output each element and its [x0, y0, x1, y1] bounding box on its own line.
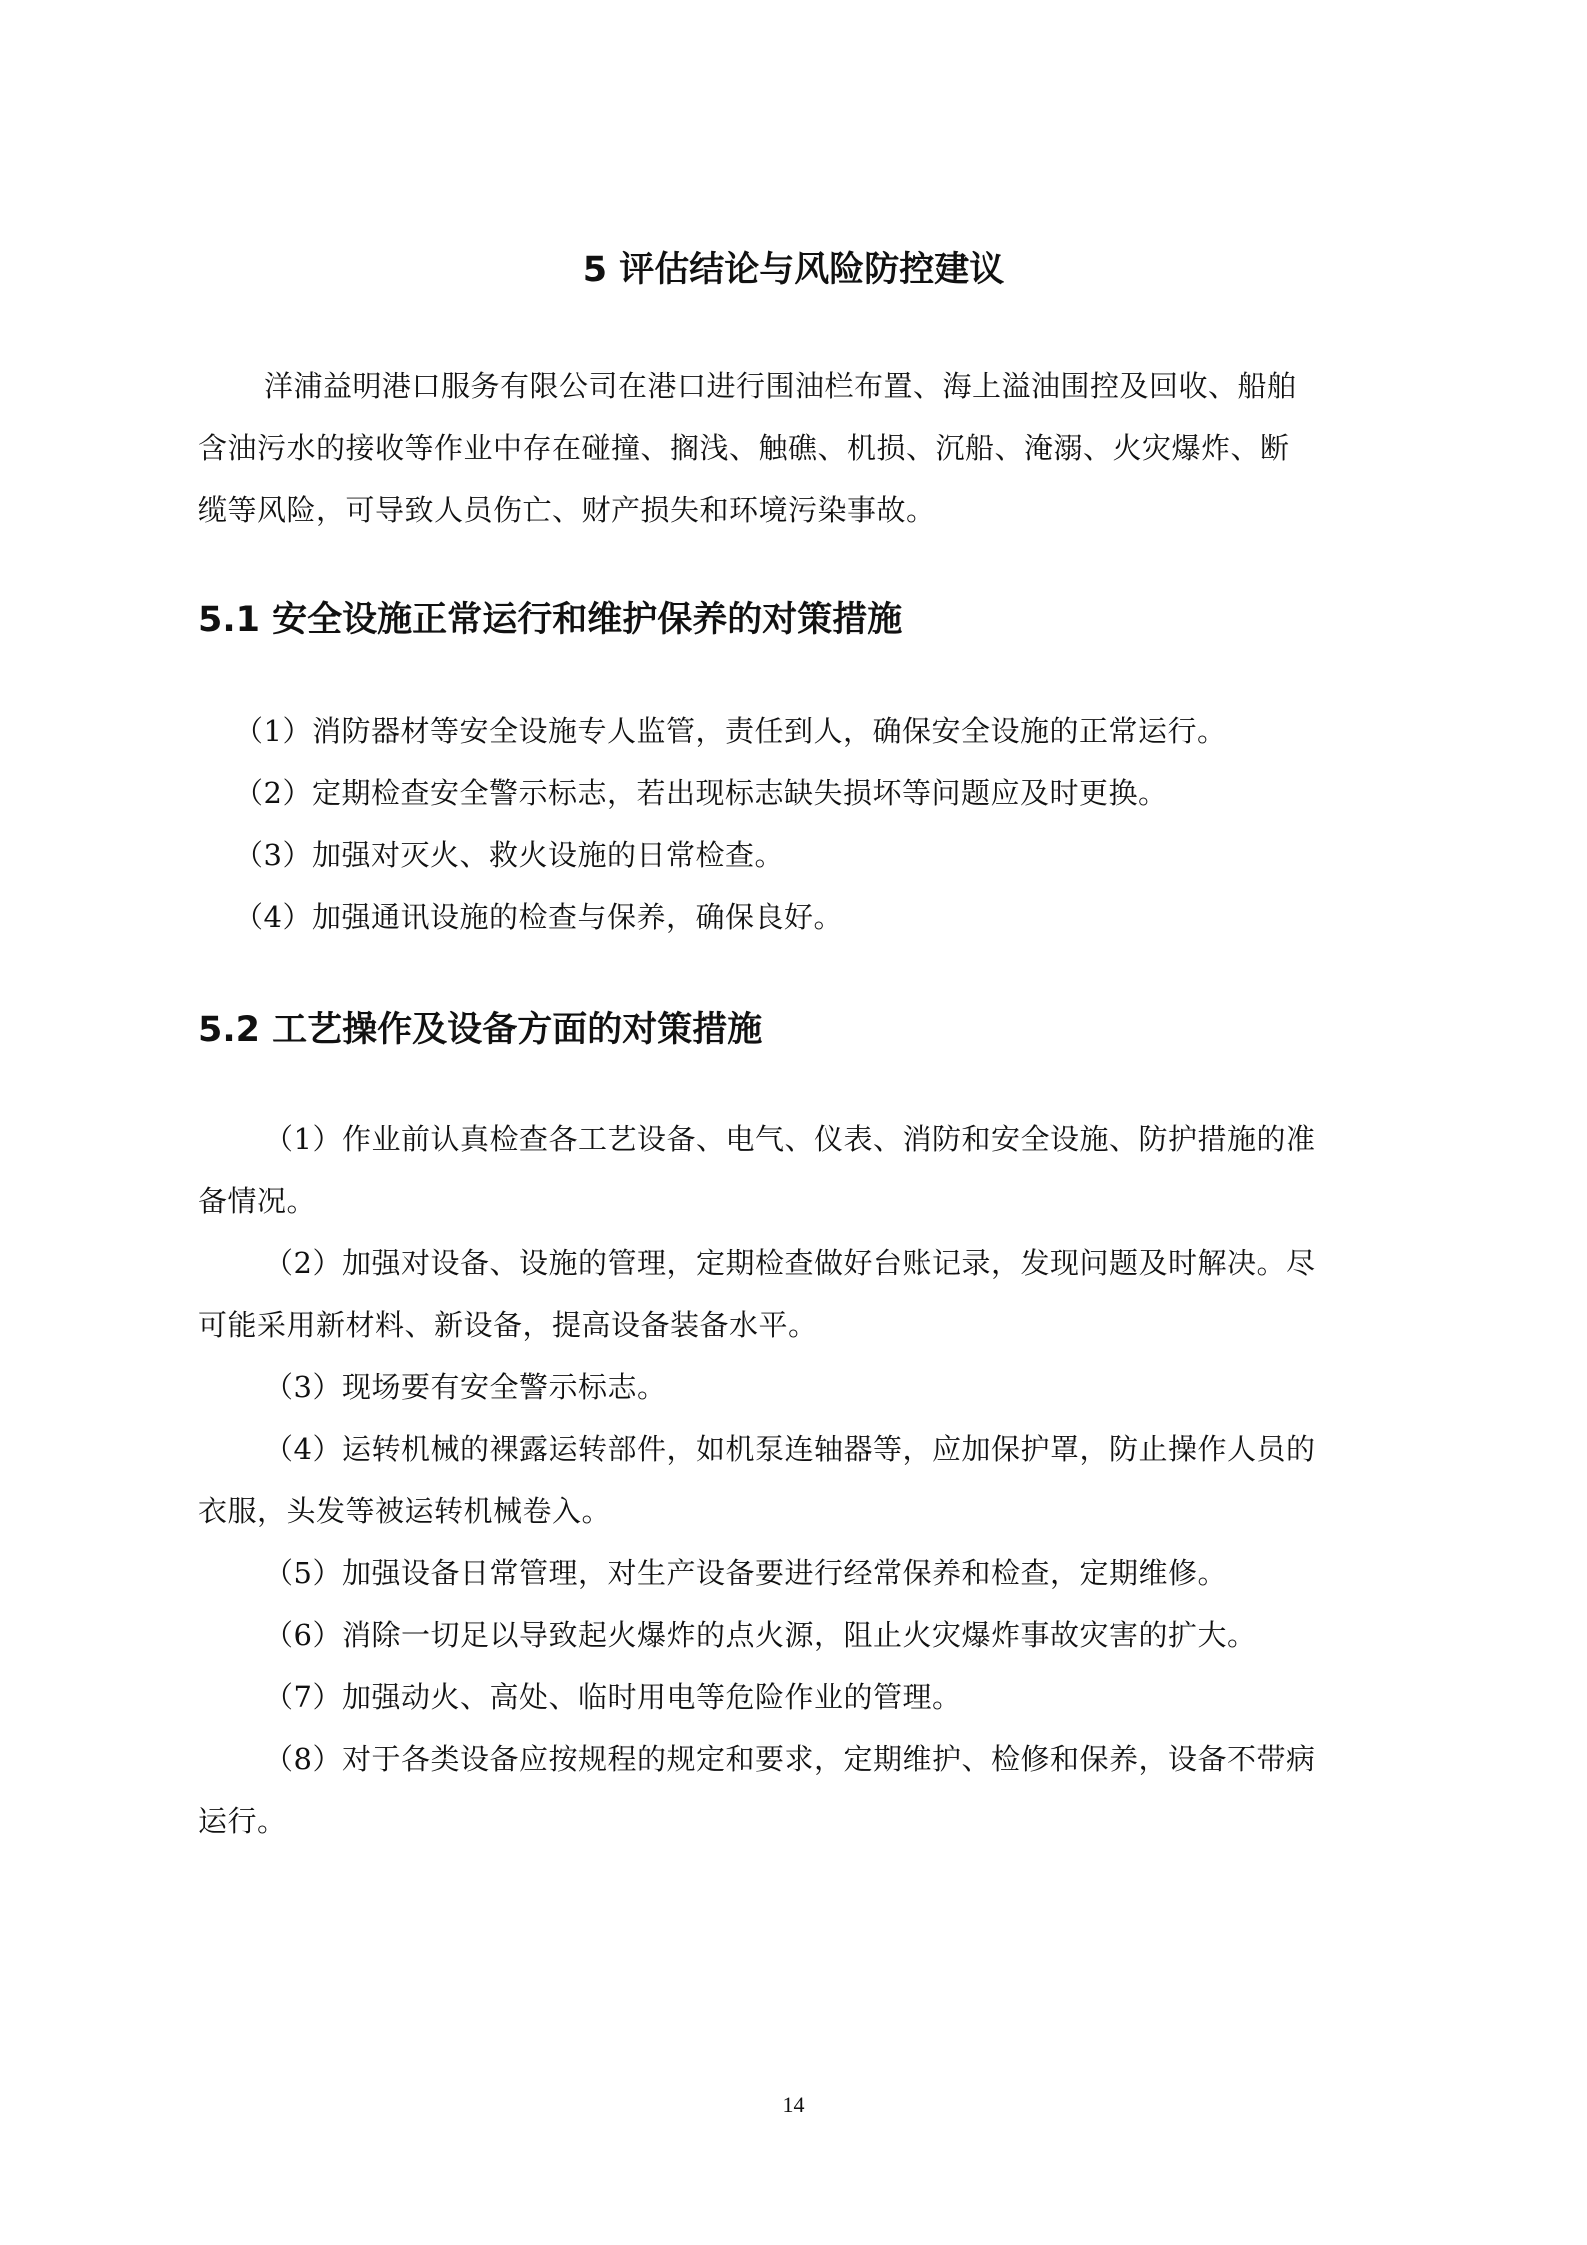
- list-item: （4）加强通讯设施的检查与保养，确保良好。: [234, 900, 843, 934]
- list-item: （5）加强设备日常管理，对生产设备要进行经常保养和检查，定期维修。: [264, 1556, 1227, 1590]
- list-item: （2）定期检查安全警示标志，若出现标志缺失损坏等问题应及时更换。: [234, 776, 1168, 810]
- list-item: （3）加强对灭火、救火设施的日常检查。: [234, 838, 784, 872]
- chapter-intro-paragraph: [198, 355, 1398, 541]
- list-item: （6）消除一切足以导致起火爆炸的点火源，阻止火灾爆炸事故灾害的扩大。: [264, 1618, 1257, 1652]
- section-5-2-title: 5.2 工艺操作及设备方面的对策措施: [198, 1010, 763, 1050]
- list-item-continuation: 运行。: [198, 1804, 287, 1838]
- list-item-continuation: 衣服，头发等被运转机械卷入。: [198, 1494, 612, 1528]
- list-item: （1）消防器材等安全设施专人监管，责任到人，确保安全设施的正常运行。: [234, 714, 1227, 748]
- page-number: 14: [782, 2092, 805, 2117]
- list-item-continuation: 备情况。: [198, 1184, 317, 1218]
- section-5-1-list: [198, 700, 1398, 948]
- chapter-title: 5 评估结论与风险防控建议: [582, 250, 1005, 290]
- section-5-2-list: [198, 1108, 1398, 1852]
- intro-line: 缆等风险，可导致人员伤亡、财产损失和环境污染事故。: [198, 493, 936, 527]
- list-item: （4）运转机械的裸露运转部件，如机泵连轴器等，应加保护罩，防止操作人员的: [264, 1432, 1316, 1466]
- intro-line: 含油污水的接收等作业中存在碰撞、搁浅、触礁、机损、沉船、淹溺、火灾爆炸、断: [198, 431, 1290, 465]
- list-item: （8）对于各类设备应按规程的规定和要求，定期维护、检修和保养，设备不带病: [264, 1742, 1316, 1776]
- intro-line: 洋浦益明港口服务有限公司在港口进行围油栏布置、海上溢油围控及回收、船舶: [264, 369, 1297, 403]
- list-item-continuation: 可能采用新材料、新设备，提高设备装备水平。: [198, 1308, 818, 1342]
- list-item: （7）加强动火、高处、临时用电等危险作业的管理。: [264, 1680, 962, 1714]
- section-5-1-title: 5.1 安全设施正常运行和维护保养的对策措施: [198, 600, 903, 640]
- list-item: （3）现场要有安全警示标志。: [264, 1370, 667, 1404]
- list-item: （1）作业前认真检查各工艺设备、电气、仪表、消防和安全设施、防护措施的准: [264, 1122, 1316, 1156]
- list-item: （2）加强对设备、设施的管理，定期检查做好台账记录，发现问题及时解决。尽: [264, 1246, 1316, 1280]
